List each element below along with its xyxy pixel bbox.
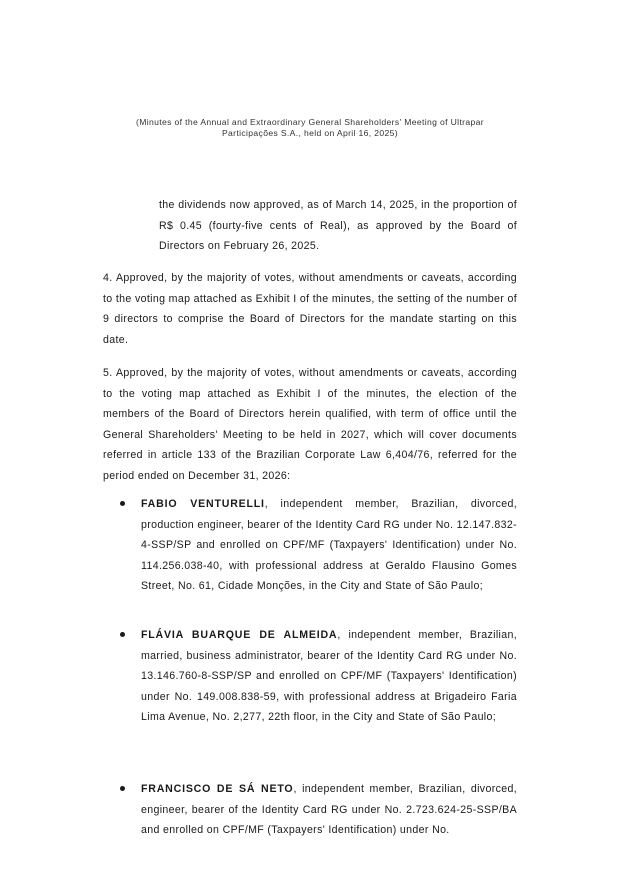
board-member-details: , independent member, Brazilian, divorced, engineer, bearer of the Identity Card RG under No. 2.723.624-25-SSP/BA and enrolled on CPF/MF (Taxpayers' Identification) under No. [141,783,517,837]
resolution-item-5: 5. Approved, by the majority of votes, without amendments or caveats, according to the voting map attached as Exhibit I of the minutes, the election of the members of the Board of Directors herein qualified, with term of office until the General Shareholders' Meeting to be held in 2027, which will cover documents referred in article 133 of the Brazilian Corporate Law 6,404/76, referred for the period ended on December 31, 2026: [103,367,517,482]
board-member-text [141,779,517,841]
board-member-text [141,625,517,728]
header-line-1: (Minutes of the Annual and Extraordinary General Shareholders' Meeting of Ultrapar [135,117,484,127]
bullet-icon [120,786,125,791]
board-member-name: FRANCISCO DE SÁ NETO [141,783,294,795]
board-member-text [141,494,517,597]
board-member-name: FABIO VENTURELLI [141,498,265,510]
board-member-details: , independent member, Brazilian, married, business administrator, bearer of the Identity Card RG under No. 13.146.760-8-SSP/SP and enrolled on CPF/MF (Taxpayers' Identification) under No. 149.008.838-59, with professional address at Brigadeiro Faria Lima Avenue, No. 2,277, 22th floor, in the City and State of São Paulo; [141,629,517,724]
minutes-header [100,117,520,139]
bullet-icon [120,501,125,506]
resolution-item-4: 4. Approved, by the majority of votes, without amendments or caveats, according to the voting map attached as Exhibit I of the minutes, the setting of the number of 9 directors to comprise the Board of Directors for the mandate starting on this date. [103,272,517,346]
board-member-name: FLÁVIA BUARQUE DE ALMEIDA [141,629,338,641]
header-line-2: Participações S.A., held on April 16, 2025) [221,128,399,138]
bullet-icon [120,632,125,637]
dividend-continuation-paragraph: the dividends now approved, as of March 14, 2025, in the proportion of R$ 0.45 (fourty-five cents of Real), as approved by the Board of Directors on February 26, 2025. [159,199,517,253]
board-member-details: , independent member, Brazilian, divorced, production engineer, bearer of the Identity Card RG under No. 12.147.832-4-SSP/SP and enrolled on CPF/MF (Taxpayers' Identification) under No. 114.256.038-40, with professional address at Geraldo Flausino Gomes Street, No. 61, Cidade Monções, in the City and State of São Paulo; [141,498,517,593]
